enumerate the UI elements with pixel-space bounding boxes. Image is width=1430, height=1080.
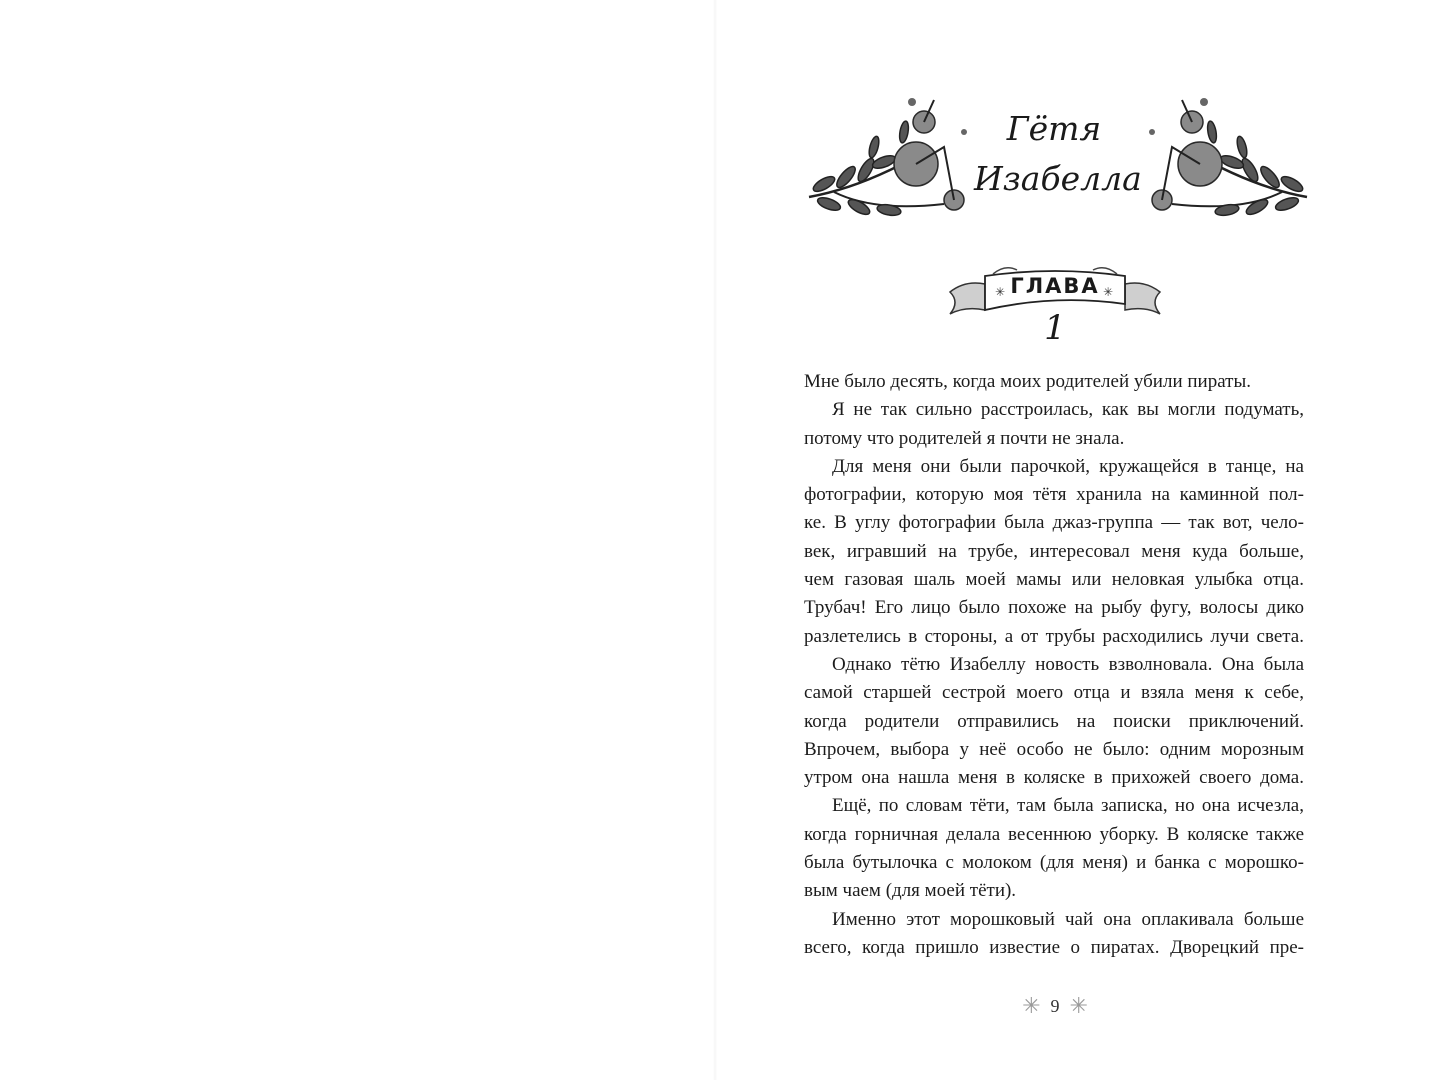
chapter-header (804, 92, 1304, 222)
text-line: вым чаем (для моей тёти). (804, 880, 1017, 902)
svg-text:✳: ✳ (995, 285, 1006, 299)
chapter-banner (945, 262, 1165, 350)
text-line: была бутылочка с молоком (для меня) и банка с морошко- (804, 852, 1304, 874)
text-line: Трубач! Его лицо было похоже на рыбу фугу, волосы дико (804, 597, 1304, 619)
berry-branch-ornament-right-icon (1137, 92, 1312, 222)
title-line-1: Гётя (1006, 109, 1102, 148)
text-line: ке. В углу фотографии была джаз-группа — так вот, чело- (804, 512, 1304, 534)
text-line: Для меня они были парочкой, кружащейся в танце, на (832, 455, 1304, 477)
text-line: чем газовая шаль моей мамы или неловкая улыбка отца. (804, 569, 1304, 591)
text-line: самой старшей сестрой моего отца и взяла меня к себе, (804, 682, 1304, 704)
text-line: потому что родителей я почти не знала. (804, 427, 1125, 449)
chapter-number: 1 (1044, 308, 1066, 348)
page-number (1015, 990, 1095, 1018)
star-icon-right: ✳ (1069, 992, 1088, 1018)
text-line: всего, когда пришло известие о пиратах. Дворецкий пре- (804, 936, 1304, 958)
chapter-title (974, 104, 1142, 204)
text-line: Однако тётю Изабеллу новость взволновала. Она была (832, 653, 1304, 675)
berry-branch-ornament-left-icon (804, 92, 979, 222)
chapter-label: ГЛАВА (1010, 274, 1100, 298)
svg-text:✳: ✳ (1103, 285, 1114, 299)
text-line: Именно этот морошковый чай она оплакивала больше (832, 908, 1304, 930)
page-number-value: 9 (1050, 995, 1060, 1016)
text-line: когда родители отправились на поиски приключений. (804, 710, 1304, 732)
star-icon-left: ✳ (1022, 992, 1041, 1018)
body-text (804, 368, 1304, 962)
text-line: век, игравший на трубе, интересовал меня куда больше, (804, 540, 1304, 562)
text-line: фотографии, которую моя тётя хранила на каминной пол- (804, 484, 1304, 506)
text-line: Я не так сильно расстроилась, как вы могли подумать, (832, 399, 1304, 421)
text-line: Впрочем, выбора у неё особо не было: одним морозным (804, 738, 1304, 760)
text-line: утром она нашла меня в коляске в прихожей своего дома. (804, 767, 1304, 789)
text-line: Мне было десять, когда моих родителей убили пираты. (804, 371, 1251, 392)
book-gutter (713, 0, 717, 1080)
title-line-2: Изабелла (974, 159, 1142, 198)
text-line: разлетелись в стороны, а от трубы расходились лучи света. (804, 625, 1304, 647)
text-line: Ещё, по словам тёти, там была записка, но она исчезла, (832, 795, 1304, 817)
text-line: когда горничная делала весеннюю уборку. В коляске также (804, 823, 1304, 845)
